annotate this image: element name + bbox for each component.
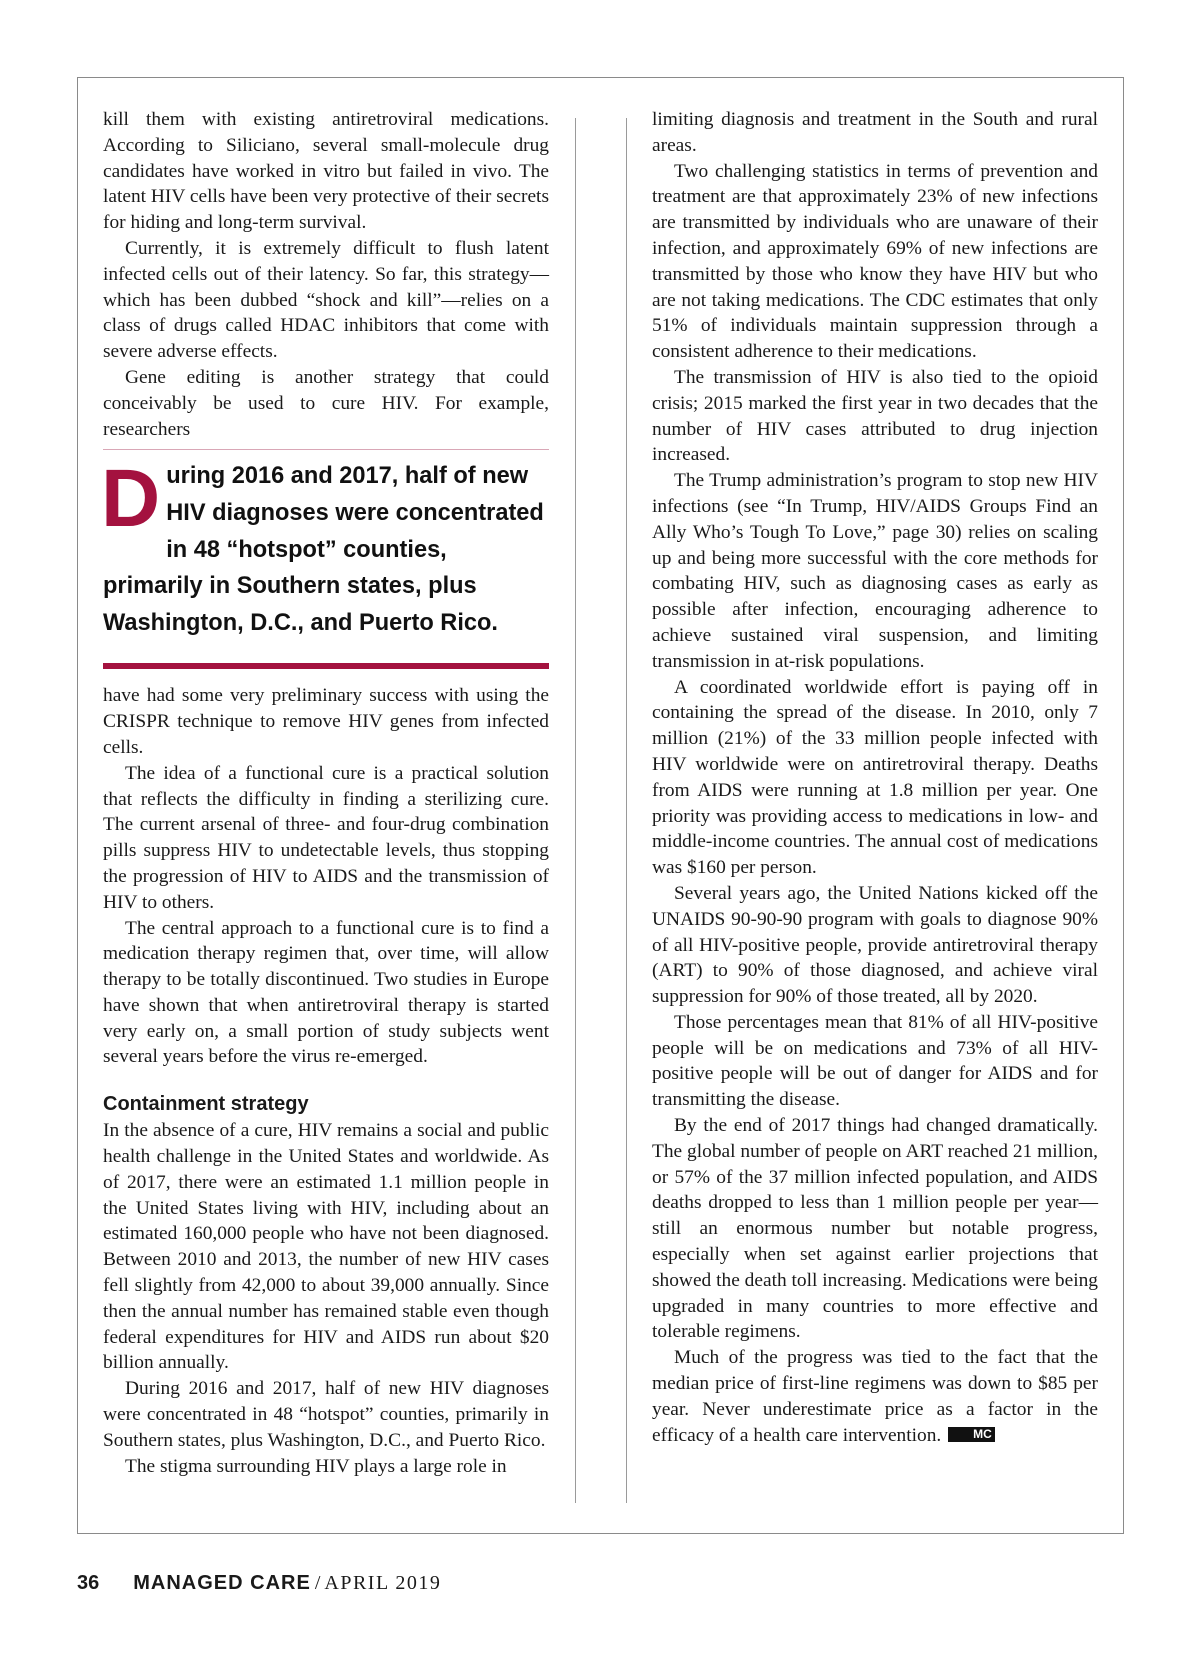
body-paragraph-last [652, 1345, 1098, 1448]
body-paragraph: Two challenging statistics in terms of prevention and treatment are that approximately 23% of new infections are transmitted by individuals who are unaware of their infection, and approximately 69% of new infections are transmitted by those who know they have HIV but who are not taking medications. The CDC estimates that only 51% of individuals maintain suppression through a consistent adherence to their medications. [652, 160, 1098, 363]
pull-quote-text-block [101, 453, 549, 641]
body-paragraph: Currently, it is extremely difficult to flush latent infected cells out of their latency. So far, this strategy—which has been dubbed “shock and kill”—relies on a class of drugs called HDAC inhibitors that come with severe adverse effects. [103, 237, 549, 363]
body-paragraph: The stigma surrounding HIV plays a large role in [125, 1455, 507, 1477]
body-paragraph: Those percentages mean that 81% of all HIV-positive people will be on medications and 73% of all HIV-positive people will be out of danger for AIDS and for transmitting the disease. [652, 1011, 1098, 1111]
column-rule-right [626, 118, 627, 1503]
pull-quote [103, 449, 549, 669]
pull-quote-bar [103, 663, 549, 669]
right-column [652, 107, 1098, 1448]
drop-cap: D [101, 453, 161, 545]
pull-quote-text: uring 2016 and 2017, half of new HIV diagnoses were concentrated in 48 “hotspot” counties, primarily in Southern states, plus Washington, D.C., and Puerto Rico. [103, 463, 544, 636]
body-paragraph: In the absence of a cure, HIV remains a social and public health challenge in the United States and worldwide. As of 2017, there were an estimated 1.1 million people in the United States living with HIV, including about an estimated 160,000 people who have not been diagnosed. Between 2010 and 2013, the number of new HIV cases fell slightly from 42,000 to about 39,000 annually. Since then the annual number has remained stable even though federal expenditures for HIV and AIDS run about $20 billion annually. [103, 1120, 549, 1374]
body-paragraph: Gene editing is another strategy that could conceivably be used to cure HIV. For example, researchers [103, 366, 549, 440]
body-paragraph: have had some very preliminary success with using the CRISPR technique to remove HIV genes from infected cells. [103, 685, 549, 758]
body-paragraph: The transmission of HIV is also tied to the opioid crisis; 2015 marked the first year in two decades that the number of HIV cases attributed to drug injection increased. [652, 366, 1098, 466]
issue-date: APRIL 2019 [324, 1572, 442, 1594]
left-column [103, 107, 549, 1479]
column-rule-left [575, 118, 576, 1503]
body-paragraph: kill them with existing antiretroviral medications. According to Siliciano, several small-molecule drug candidates have worked in vitro but failed in vivo. The latent HIV cells have been very protective of their secrets for hiding and long-term survival. [103, 109, 549, 234]
body-paragraph: The idea of a functional cure is a practical solution that reflects the difficulty in finding a sterilizing cure. The current arsenal of three- and four-drug combination pills suppress HIV to undetectable levels, thus stopping the progression of HIV to AIDS and the transmission of HIV to others. [103, 762, 549, 913]
end-mark-badge: MC [948, 1427, 995, 1442]
body-paragraph: During 2016 and 2017, half of new HIV diagnoses were concentrated in 48 “hotspot” counties, primarily in Southern states, plus Washington, D.C., and Puerto Rico. [103, 1378, 549, 1451]
section-subhead: Containment strategy [103, 1093, 309, 1116]
body-paragraph: The central approach to a functional cure is to find a medication therapy regimen that, over time, will allow therapy to be totally discontinued. Two studies in Europe have shown that when antiretroviral therapy is started very early on, a small portion of study subjects went several years before the virus re-emerged. [103, 917, 549, 1068]
body-paragraph: The Trump administration’s program to stop new HIV infections (see “In Trump, HIV/AIDS Groups Find an Ally Who’s Tough To Love,” page 30) relies on scaling up and being more successful with the core methods for combating HIV, such as diagnosing cases as early as possible after infection, encouraging adherence to achieve sustained viral suspension, and limiting transmission in at-risk populations. [652, 470, 1098, 672]
page-footer [77, 1572, 441, 1595]
body-paragraph: By the end of 2017 things had changed dramatically. The global number of people on ART reached 21 million, or 57% of the 37 million infected population, and AIDS deaths dropped to less than 1 million people per year—still an enormous number but notable progress, especially when set against earlier projections that showed the death toll increasing. Medications were being upgraded in many countries to more effective and tolerable regimens. [652, 1115, 1098, 1343]
body-paragraph: limiting diagnosis and treatment in the South and rural areas. [652, 109, 1098, 156]
last-paragraph-text: Much of the progress was tied to the fact that the median price of first-line regimens was down to $85 per year. Never underestimate price as a factor in the efficacy of a health care intervention. [652, 1347, 1098, 1446]
page-number: 36 [77, 1572, 100, 1594]
body-paragraph: Several years ago, the United Nations kicked off the UNAIDS 90-90-90 program with goals to diagnose 90% of all HIV-positive people, provide antiretroviral therapy (ART) to 90% of those diagnosed, and achieve viral suppression for 90% of those treated, all by 2020. [652, 882, 1098, 1008]
magazine-name: MANAGED CARE [133, 1572, 311, 1594]
footer-separator: / [314, 1572, 321, 1594]
body-paragraph: A coordinated worldwide effort is paying off in containing the spread of the disease. In 2010, only 7 million (21%) of the 33 million people infected with HIV worldwide were on antiretroviral therapy. Deaths from AIDS were running at 1.8 million per year. One priority was providing access to medications in low- and middle-income countries. The annual cost of medications was $160 per person. [652, 676, 1098, 879]
